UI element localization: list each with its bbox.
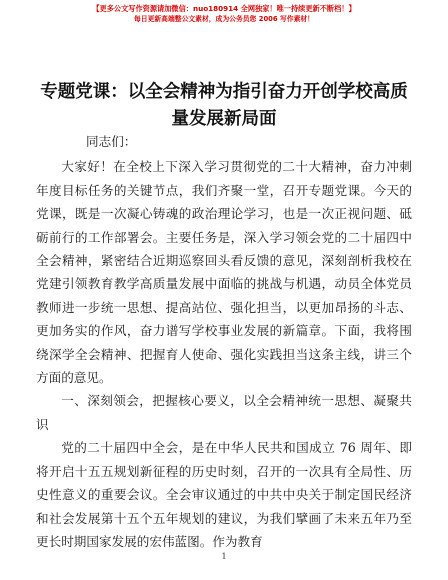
promo-header	[0, 3, 448, 25]
paragraph-intro: 大家好！在全校上下深入学习贯彻党的二十大精神，奋力冲刺年度目标任务的关键节点，我们齐聚一堂，召开专题党课。今天的党课，既是一次凝心铸魂的政治理论学习，也是一次正视问题、砥砺前行的工作部署会。主要任务是，深入学习领会党的二十届四中全会精神，紧密结合近期巡察回头看反馈的意见，深刻剖析我校在党建引领教育教学高质量发展中面临的挑战与机遇，动员全体党员教师进一步统一思想、提高站位、强化担当，以更加昂扬的斗志、更加务实的作风，奋力谱写学校事业发展的新篇章。下面，我将围绕深学全会精神、把握育人使命、强化实践担当这条主线，讲三个方面的意见。	[36, 159, 412, 386]
document-body	[36, 130, 412, 553]
promo-line-1: 【更多公文写作资源请加微信：nuo180914 全网独家！唯一持续更新不断档！】	[92, 4, 356, 13]
promo-line-2: 每日更新高端整公文素材，成为公务员您 2006 写作素材！	[134, 15, 314, 23]
greeting: 同志们：	[86, 134, 137, 149]
section-heading-1: 一、深刻领会，把握核心要义，以全会精神统一思想、凝聚共识	[36, 393, 412, 432]
paragraph-section-1: 党的二十届四中全会，是在中华人民共和国成立 76 周年、即将开启十五五规划新征程的历史时刻，召开的一次具有全局性、历史性意义的重要会议。全会审议通过的中共中央关于制定国民经济和社会发展第十五个五年规划的建议，为我们擘画了未来五年乃至更长时期国家发展的宏伟蓝图。作为教育	[36, 440, 412, 549]
document-title: 专题党课：以全会精神为指引奋力开创学校高质量发展新局面	[40, 82, 408, 129]
page-number: 1	[221, 552, 227, 561]
